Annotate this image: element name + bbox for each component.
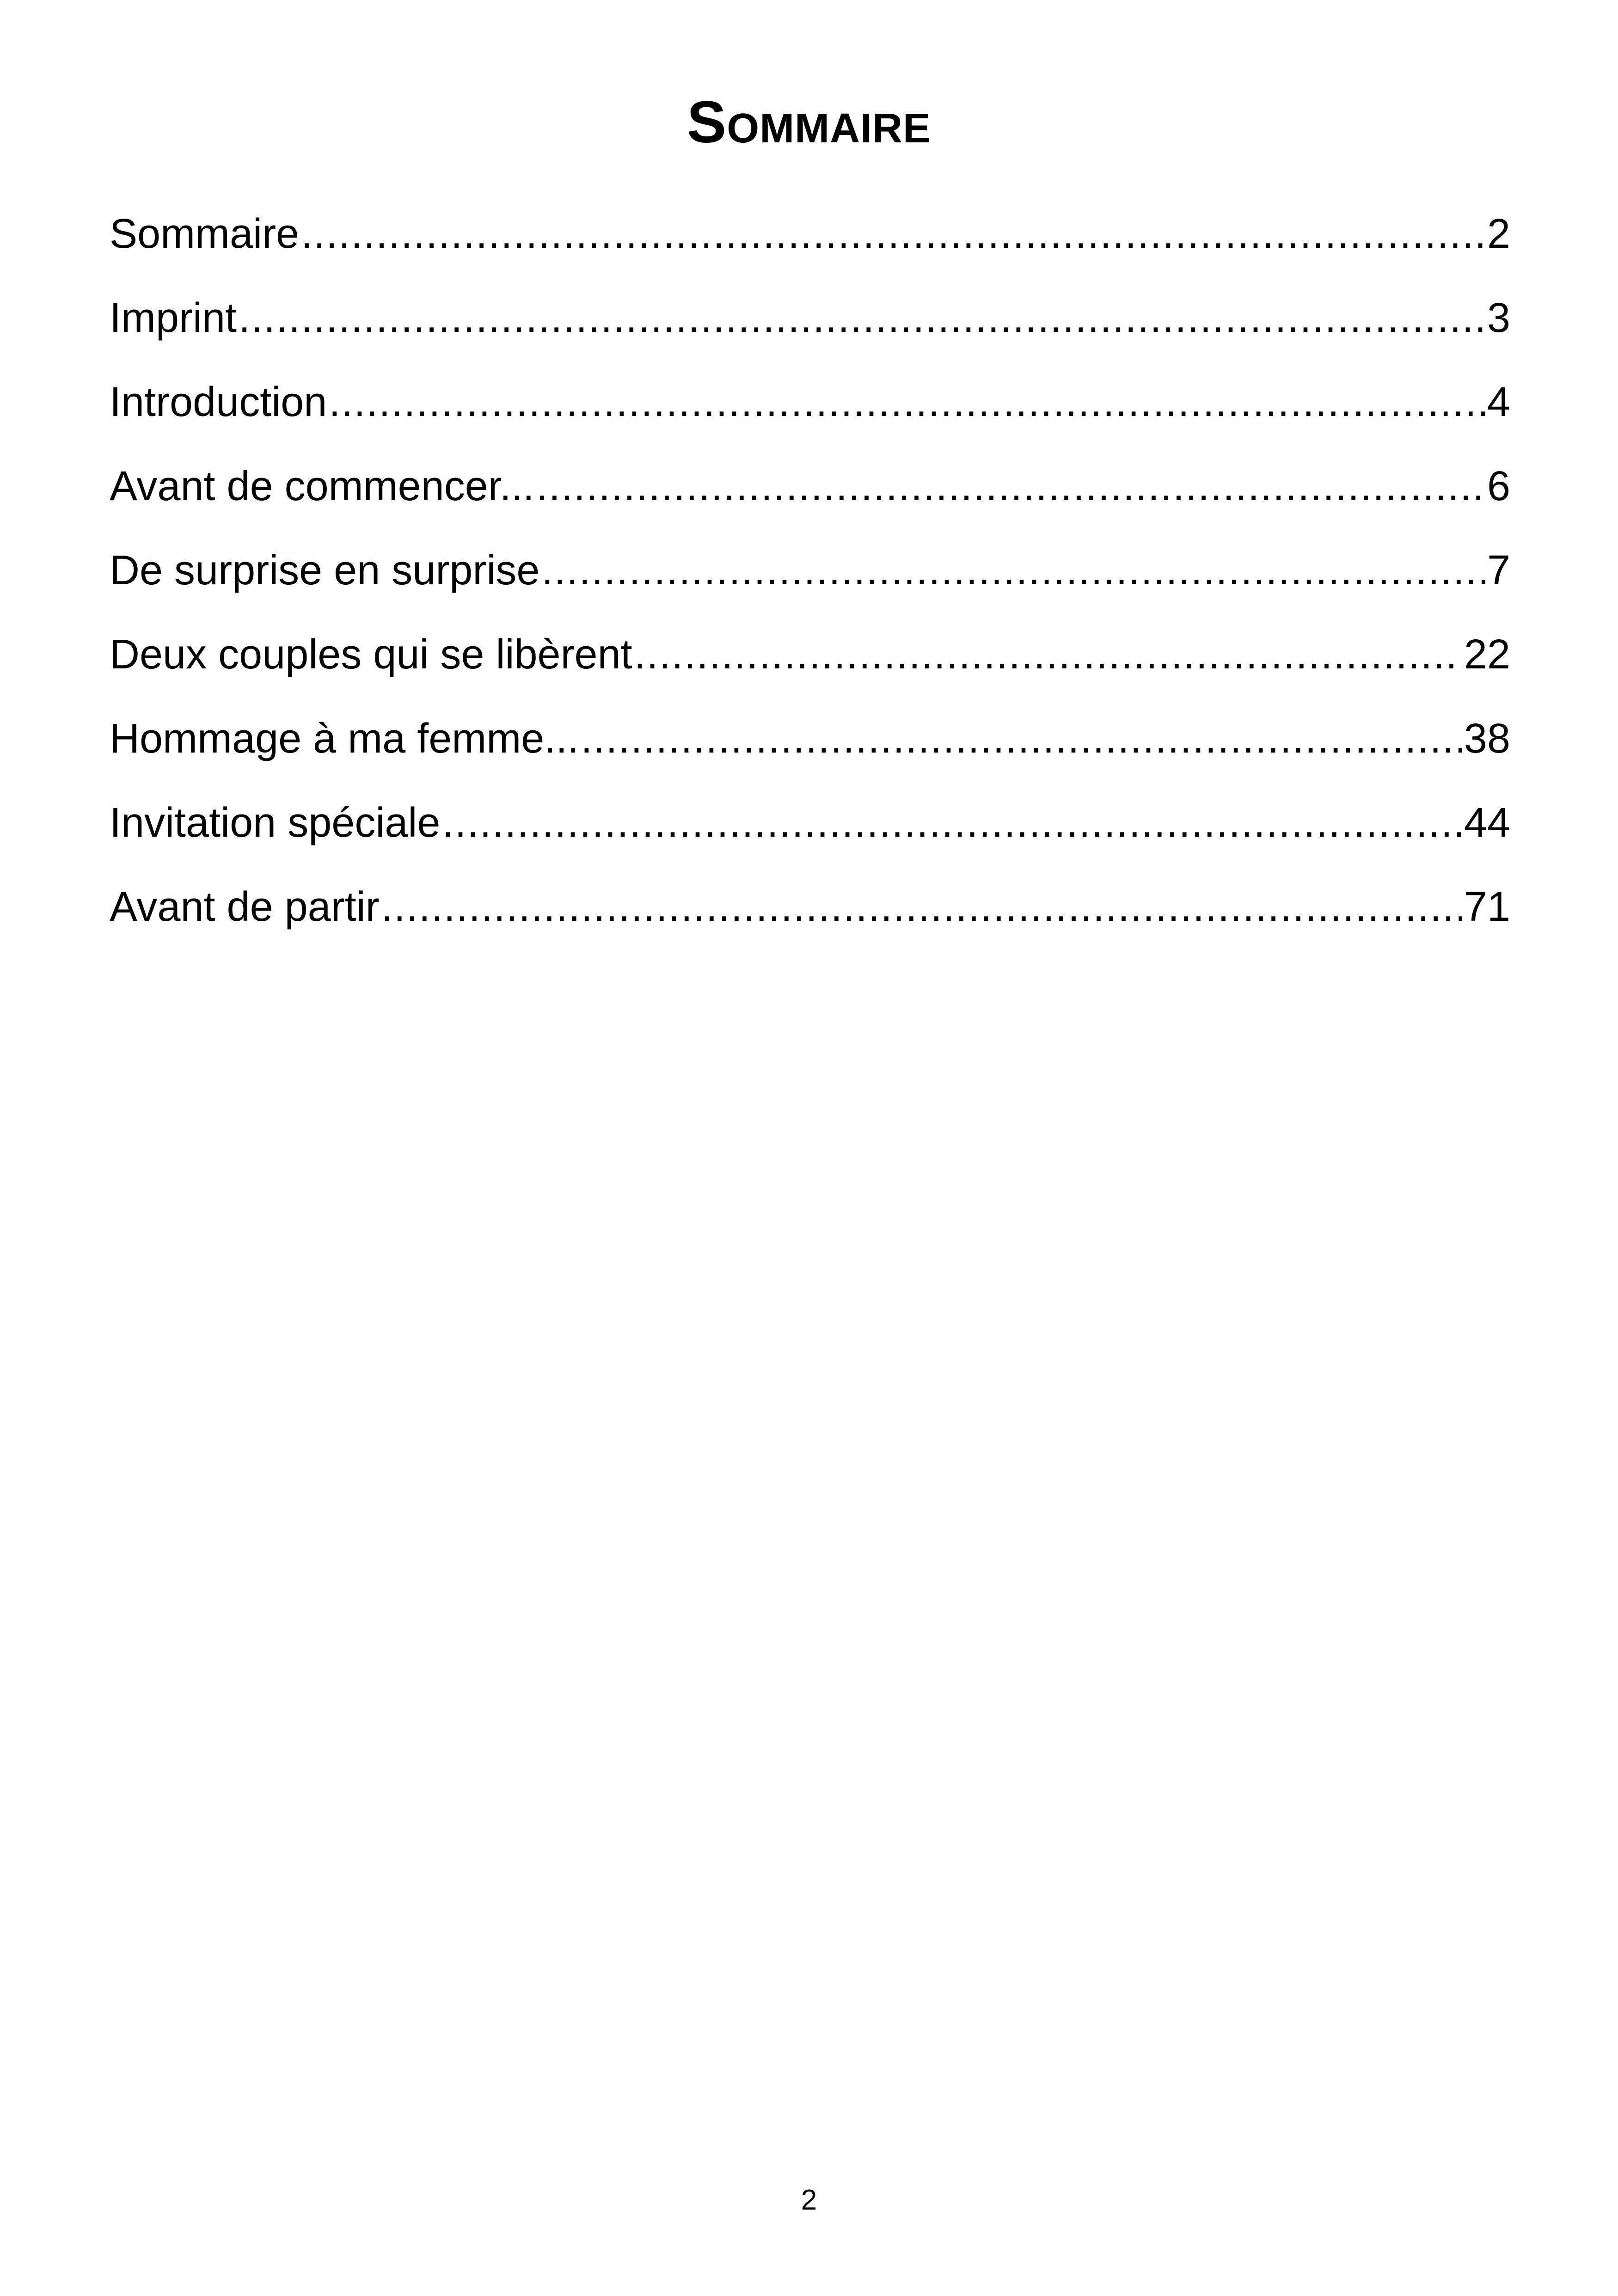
toc-entry[interactable] [110,444,1510,528]
toc-entry-label: Imprint [110,295,237,341]
toc-entry-page: 6 [1487,463,1510,509]
toc-entry-label: Sommaire [110,211,300,257]
toc-entry[interactable] [110,697,1510,781]
page-title: Sommaire [686,89,932,155]
toc-entry[interactable] [110,192,1510,276]
table-of-contents [110,192,1510,949]
toc-entry-page: 3 [1487,295,1510,341]
toc-dot-leader [381,865,1462,949]
toc-entry[interactable] [110,612,1510,697]
toc-entry-label: Introduction [110,379,327,425]
toc-dot-leader [442,781,1462,865]
toc-dot-leader [541,528,1485,612]
page-number: 2 [801,2184,817,2216]
toc-entry-page: 7 [1487,547,1510,594]
toc-entry-label: Avant de partir [110,884,380,930]
toc-entry-label: De surprise en surprise [110,547,540,594]
toc-entry-label: Deux couples qui se libèrent [110,631,632,678]
toc-entry[interactable] [110,865,1510,949]
toc-entry-page: 38 [1464,716,1510,762]
toc-entry-page: 2 [1487,211,1510,257]
toc-entry-page: 71 [1464,884,1510,930]
toc-entry-page: 4 [1487,379,1510,425]
toc-dot-leader [581,697,1462,781]
toc-entry[interactable] [110,528,1510,612]
toc-entry[interactable] [110,781,1510,865]
toc-dot-leader [239,276,1485,360]
toc-dot-leader [634,612,1462,697]
toc-entry[interactable] [110,276,1510,360]
toc-dot-leader [536,444,1485,528]
toc-entry-label: Avant de commencer... [110,463,534,509]
toc-entry-label: Hommage à ma femme... [110,716,579,762]
toc-dot-leader [301,192,1485,276]
toc-entry-page: 44 [1464,800,1510,846]
toc-entry-page: 22 [1464,631,1510,678]
toc-dot-leader [329,360,1485,444]
toc-entry[interactable] [110,360,1510,444]
toc-entry-label: Invitation spéciale [110,800,441,846]
